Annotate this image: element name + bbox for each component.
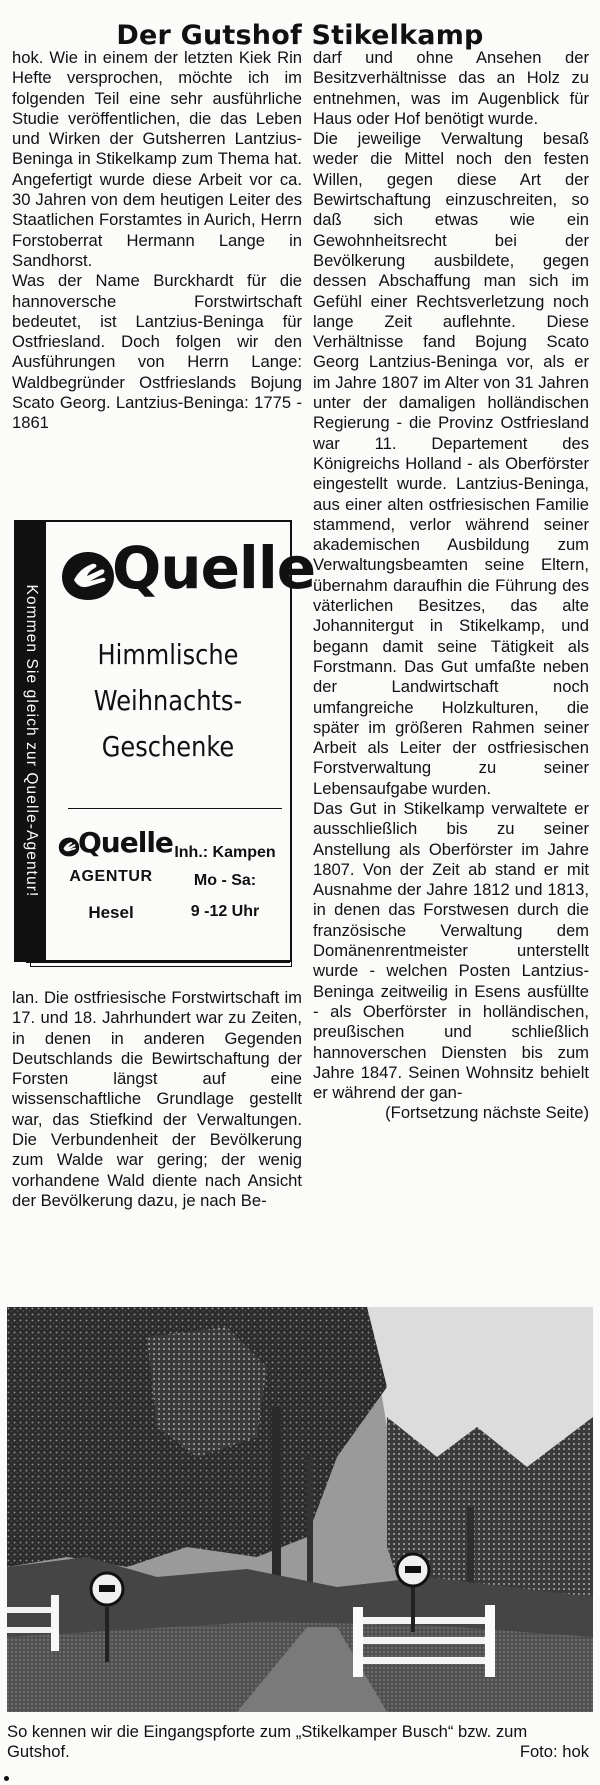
agency-owner: Inh.: Kampen (174, 844, 276, 861)
photo-credit: Foto: hok (519, 1742, 589, 1761)
page-marker (4, 1776, 9, 1781)
quelle-advertisement (14, 520, 316, 962)
body-paragraph: darf und ohne Ansehen der Besitzverhältnisse das an Holz zu entnehmen, was im Augenblick für Haus oder Hof benötigt wurde. (313, 48, 589, 128)
agency-label: AGENTUR (69, 868, 153, 885)
quelle-hand-icon (60, 550, 116, 602)
headline-line: Geschenke (101, 730, 235, 763)
photo-caption: So kennen wir die Eingangspforte zum „Stikelkamper Busch“ bzw. zum Gutshof. (7, 1722, 528, 1761)
ad-divider (68, 808, 282, 809)
body-paragraph: lan. Die ostfriesische Forstwirtschaft im 17. und 18. Jahrhundert war zu Zeiten, in denen in anderen Gegenden Deutschlands die Bewirtschaftung der Forsten längst auf eine wissenschaftliche Grundlage gestellt war, das Stiefkind der Verwaltungen. Die Verbundenheit der Bevölkerung zum Walde war gering; der wenig vorhandene Wald diente nach Ansicht der Bevölkerung dazu, je nach Be- (12, 988, 302, 1210)
photo-scene (7, 1307, 593, 1712)
agency-wordmark: Quelle (78, 826, 173, 859)
body-paragraph: Die jeweilige Verwaltung besaß weder die Mittel noch den festen Willen, gegen diese Art der Bewirtschaftung einzuschreiten, so daß sich etwas wie ein Gewohnheitsrecht bei der Bevölkerung ausbildete, gegen dessen Abschaffung man sich im Gefühl einer Rechtsverletzung noch lange Zeit auflehnte. Diese Verhältnisse fand Bojung Scato Georg Lantzius-Beninga vor, als er im Jahre 1807 im Alter von 31 Jahren unter der damaligen holländischen Regierung - die Provinz Ostfriesland war 11. Departement des Königreichs Holland - als Oberförster eingestellt wurde. Lantzius-Beninga, aus einer alten ostfriesischen Familie stammend, verlor während seiner akademischen Ausbildung zum Verwaltungsbeamten seine Eltern, übernahm daraufhin die Führung des väterlichen Besitzes, das alte Johannitergut in Stikelkamp, und begann damit seine Tätigkeit als Forstmann. Das Gut umfaßte neben der Landwirtschaft noch umfangreiche Holzkulturen, die später im größeren Rahmen seiner Arbeit als Leiter der ostfriesischen Forstverwaltung zu seiner Lebensaufgabe wurden. (313, 129, 589, 798)
body-paragraph: Was der Name Burckhardt für die hannoversche Forstwirtschaft bedeutet, ist Lantzius-Beninga für Ostfriesland. Doch folgen wir den Ausführungen von Herrn Lange: Waldbegründer Ostfrieslands Bojung Scato Georg. Lantzius-Beninga: 1775 - 1861 (12, 271, 302, 433)
body-paragraph: Das Gut in Stikelkamp verwaltete er ausschließlich bis zu seiner Anstellung als Oberförster im Jahre 1807. Von der Zeit ab stand er mit Ausnahme der Jahre 1812 und 1813, in denen das Forstwesen durch die französische Verwaltung dem Domänenrentmeister unterstellt wurde - welchen Posten Lantzius-Beninga zeitweilig in Esens ausfüllte - als Oberförster in holländischen, preußischen und schließlich hannoverschen Diensten bis zum Jahre 1847. Seinen Wohnsitz behielt er während der gan- (313, 798, 589, 1103)
left-column-bottom (12, 988, 302, 1211)
agency-town: Hesel (88, 903, 134, 922)
article-title: Der Gutshof Stikelkamp (116, 20, 484, 51)
quelle-wordmark: Quelle (112, 534, 316, 602)
entrance-gate-photo (7, 1307, 593, 1712)
headline-line: Himmlische (97, 638, 239, 671)
left-column-top (12, 48, 302, 434)
quelle-logo (60, 534, 316, 626)
quelle-hand-icon (58, 836, 80, 858)
opening-hours: 9 -12 Uhr (190, 903, 260, 920)
ad-side-banner (16, 522, 46, 960)
ad-headline (63, 632, 273, 770)
ad-side-text: Kommen Sie gleich zur Quelle-Agentur! (23, 584, 40, 898)
continuation-note: (Fortsetzung nächste Seite) (385, 1103, 589, 1123)
intro-paragraph: hok. Wie in einem der letzten Kiek Rin Hefte versprochen, möchte ich im folgenden Teil eine sehr ausführliche Studie veröffentlichen, die das Leben und Wirken der Gutsherren Lantzius-Beninga in Stikelkamp zum Thema hat. Angefertigt wurde diese Arbeit vor ca. 30 Jahren von dem heutigen Leiter des Staatlichen Forstamtes in Aurich, Herrn Forstoberrat Hermann Lange in Sandhorst. (12, 48, 302, 270)
right-column (313, 48, 589, 1124)
opening-days: Mo - Sa: (193, 872, 257, 889)
headline-line: Weihnachts- (93, 684, 243, 717)
